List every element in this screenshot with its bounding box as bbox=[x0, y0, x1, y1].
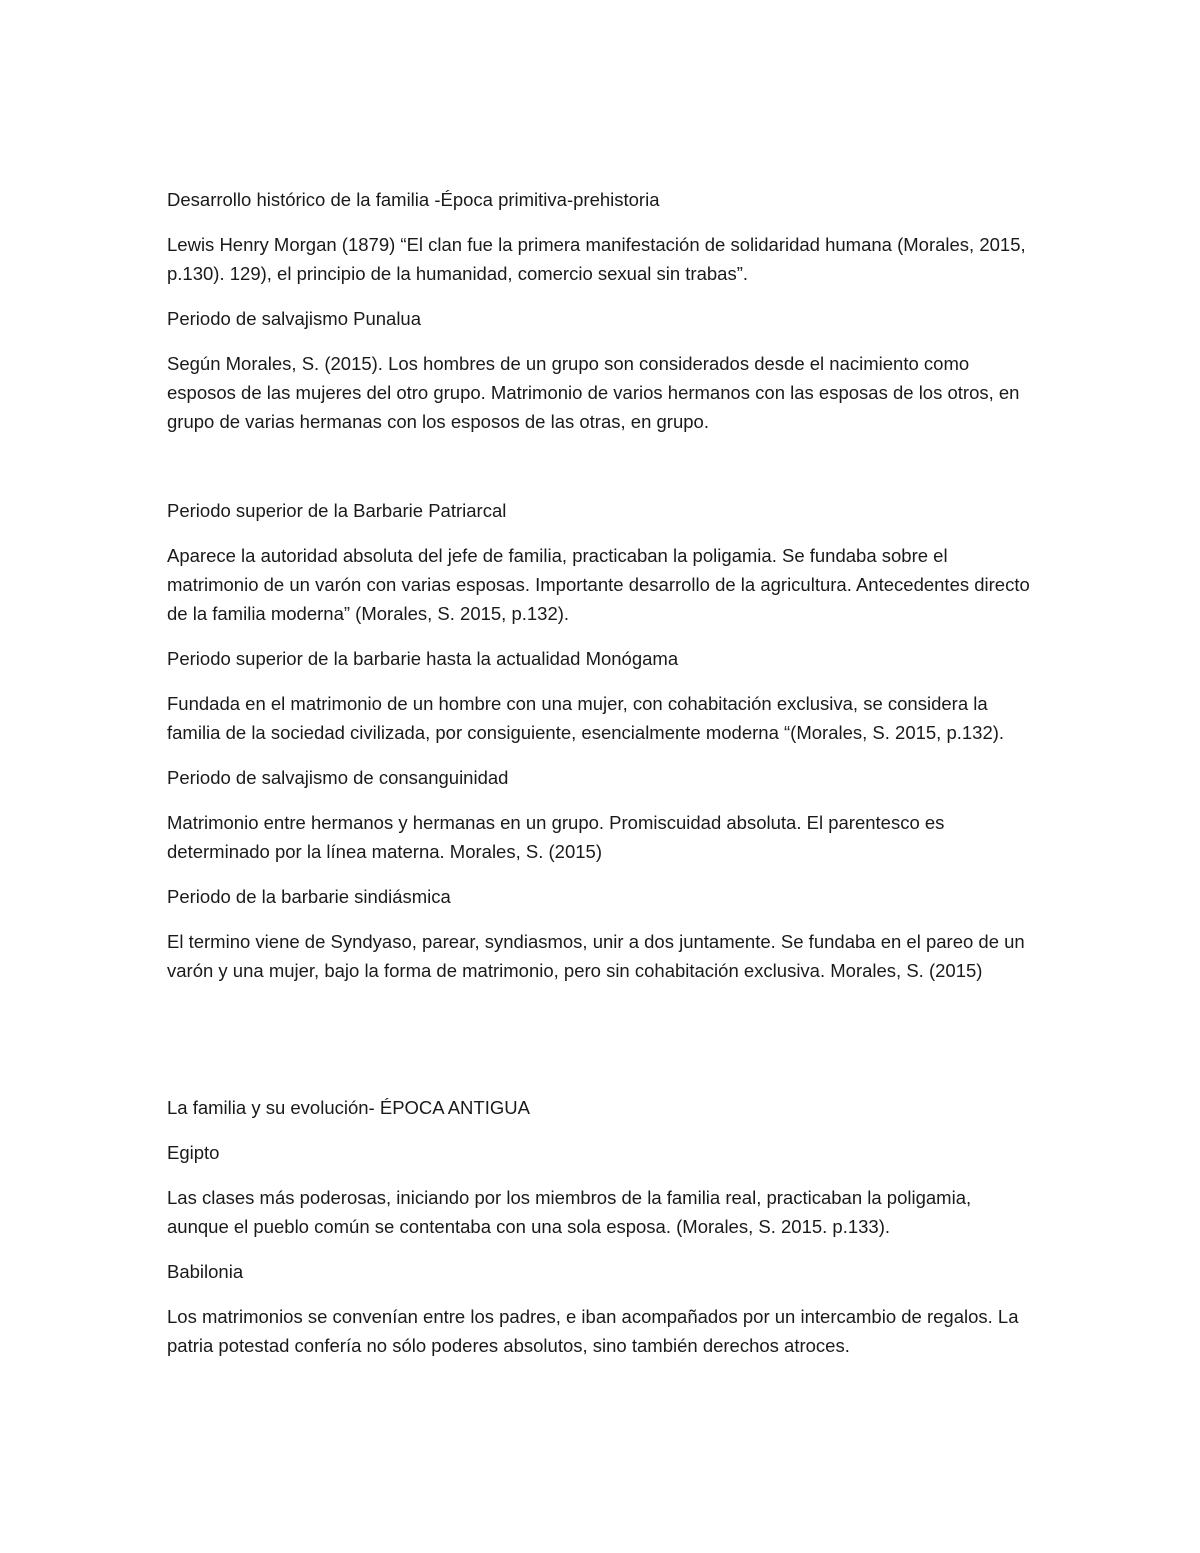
heading-salvajismo-punalua: Periodo de salvajismo Punalua bbox=[167, 308, 422, 329]
heading-sindiasmica: Periodo de la barbarie sindiásmica bbox=[167, 886, 451, 907]
paragraph-morgan: Lewis Henry Morgan (1879) “El clan fue la primera manifestación de solidaridad humana (Morales, 2015, p.130). 129), el principio de la humanidad, comercio sexual sin trabas”. bbox=[167, 234, 1026, 284]
paragraph-egipto: Las clases más poderosas, iniciando por los miembros de la familia real, practicaban la poligamia, aunque el pueblo común se contentaba con una sola esposa. (Morales, S. 2015. p.133). bbox=[167, 1187, 972, 1237]
blank-lines bbox=[167, 1001, 1037, 1093]
section-title-epoca-antigua: La familia y su evolución- ÉPOCA ANTIGUA bbox=[167, 1097, 530, 1118]
heading-monogama: Periodo superior de la barbarie hasta la actualidad Monógama bbox=[167, 648, 679, 669]
paragraph-patriarcal: Aparece la autoridad absoluta del jefe de familia, practicaban la poligamia. Se fundaba sobre el matrimonio de un varón con varias esposas. Importante desarrollo de la agricultura. Antecedentes directo de la familia moderna” (Morales, S. 2015, p.132). bbox=[167, 545, 1030, 624]
paragraph-babilonia: Los matrimonios se convenían entre los padres, e iban acompañados por un intercambio de regalos. La patria potestad confería no sólo poderes absolutos, sino también derechos atroces. bbox=[167, 1306, 1019, 1356]
heading-consanguinidad: Periodo de salvajismo de consanguinidad bbox=[167, 767, 509, 788]
paragraph-monogama: Fundada en el matrimonio de un hombre con una mujer, con cohabitación exclusiva, se considera la familia de la sociedad civilizada, por consiguiente, esencialmente moderna “(Morales, S. 2015, p.132). bbox=[167, 693, 1005, 743]
heading-babilonia: Babilonia bbox=[167, 1261, 244, 1282]
heading-egipto: Egipto bbox=[167, 1142, 220, 1163]
section-title-prehistoria: Desarrollo histórico de la familia -Época primitiva-prehistoria bbox=[167, 189, 660, 210]
paragraph-punalua: Según Morales, S. (2015). Los hombres de un grupo son considerados desde el nacimiento como esposos de las mujeres del otro grupo. Matrimonio de varios hermanos con las esposas de los otros, en grupo de varias hermanas con los esposos de las otras, en grupo. bbox=[167, 353, 1020, 432]
paragraph-consanguinidad: Matrimonio entre hermanos y hermanas en un grupo. Promiscuidad absoluta. El parentesco es determinado por la línea materna. Morales, S. (2015) bbox=[167, 812, 945, 862]
document-body bbox=[167, 185, 1037, 1376]
heading-barbarie-patriarcal: Periodo superior de la Barbarie Patriarcal bbox=[167, 500, 507, 521]
paragraph-sindiasmica: El termino viene de Syndyaso, parear, syndiasmos, unir a dos juntamente. Se fundaba en el pareo de un varón y una mujer, bajo la forma de matrimonio, pero sin cohabitación exclusiva. Morales, S. (2015) bbox=[167, 931, 1025, 981]
blank-line bbox=[167, 452, 1037, 496]
